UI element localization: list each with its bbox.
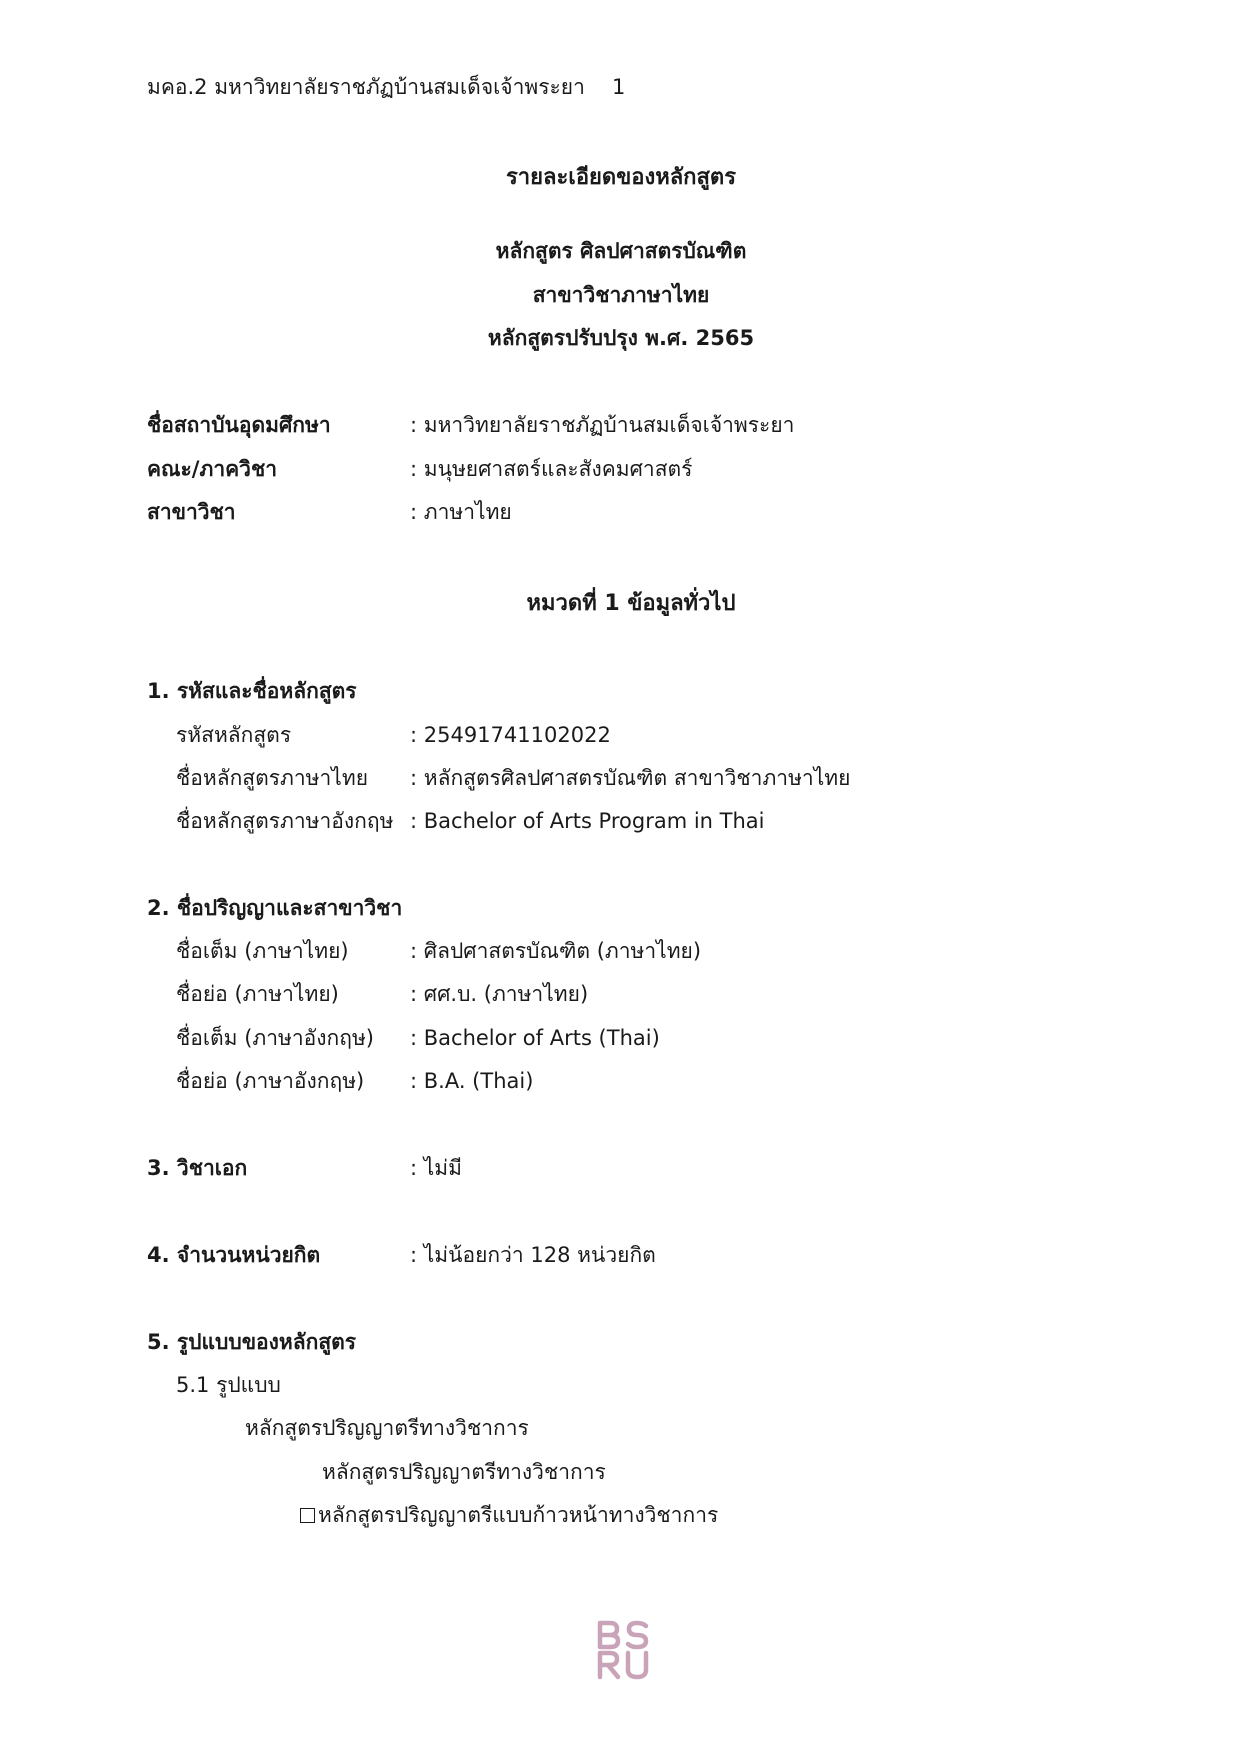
section3-heading: 3. วิชาเอก <box>147 1156 248 1180</box>
program-name-en-value: : Bachelor of Arts Program in Thai <box>410 809 765 833</box>
section1-heading: 1. รหัสและชื่อหลักสูตร <box>147 679 357 703</box>
major-value: : ภาษาไทย <box>410 500 512 524</box>
program-title: หลักสูตร ศิลปศาสตรบัณฑิต <box>495 239 747 263</box>
format-option-advanced-label: หลักสูตรปริญญาตรีแบบก้าวหน้าทางวิชาการ <box>318 1503 719 1527</box>
section5-heading: 5. รูปแบบของหลักสูตร <box>147 1330 357 1354</box>
institution-value: : มหาวิทยาลัยราชภัฏบ้านสมเด็จเจ้าพระยา <box>410 413 795 437</box>
program-name-th-value: : หลักสูตรศิลปศาสตรบัณฑิต สาขาวิชาภาษาไทย <box>410 766 851 790</box>
major-title: สาขาวิชาภาษาไทย <box>532 283 710 307</box>
doc-header <box>147 77 585 98</box>
institution-label: ชื่อสถาบันอุดมศึกษา <box>147 413 331 437</box>
checkbox-icon <box>300 1508 315 1523</box>
degree-short-th-label: ชื่อย่อ (ภาษาไทย) <box>176 982 339 1006</box>
bsru-watermark-logo <box>596 1620 652 1680</box>
section3-value: : ไม่มี <box>410 1156 462 1180</box>
program-name-th-label: ชื่อหลักสูตรภาษาไทย <box>176 766 369 790</box>
degree-full-th-label: ชื่อเต็ม (ภาษาไทย) <box>176 939 349 963</box>
degree-full-en-label: ชื่อเต็ม (ภาษาอังกฤษ) <box>176 1026 374 1050</box>
section4-value: : ไม่น้อยกว่า 128 หน่วยกิต <box>410 1243 656 1267</box>
degree-short-en-label: ชื่อย่อ (ภาษาอังกฤษ) <box>176 1069 365 1093</box>
degree-short-en-value: : B.A. (Thai) <box>410 1069 534 1093</box>
section2-heading: 2. ชื่อปริญญาและสาขาวิชา <box>147 896 403 920</box>
format-option-academic: หลักสูตรปริญญาตรีทางวิชาการ <box>322 1460 606 1484</box>
degree-full-en-value: : Bachelor of Arts (Thai) <box>410 1026 660 1050</box>
degree-full-th-value: : ศิลปศาสตรบัณฑิต (ภาษาไทย) <box>410 939 702 963</box>
degree-short-th-value: : ศศ.บ. (ภาษาไทย) <box>410 982 589 1006</box>
document-title: รายละเอียดของหลักสูตร <box>505 165 737 190</box>
program-code-label: รหัสหลักสูตร <box>176 723 292 747</box>
section5-1-heading: 5.1 รูปแบบ <box>176 1373 281 1397</box>
revision-title: หลักสูตรปรับปรุง พ.ศ. 2565 <box>487 326 755 350</box>
format-level1: หลักสูตรปริญญาตรีทางวิชาการ <box>245 1416 529 1440</box>
faculty-value: : มนุษยศาสตร์และสังคมศาสตร์ <box>410 457 693 481</box>
page-number: 1 <box>612 75 626 99</box>
format-option-advanced <box>300 1505 718 1526</box>
major-label: สาขาวิชา <box>147 500 236 524</box>
section4-heading: 4. จำนวนหน่วยกิต <box>147 1243 321 1267</box>
program-code-value: : 25491741102022 <box>410 723 611 747</box>
faculty-label: คณะ/ภาควิชา <box>147 457 277 481</box>
chapter-title: หมวดที่ 1 ข้อมูลทั่วไป <box>526 591 736 616</box>
program-name-en-label: ชื่อหลักสูตรภาษาอังกฤษ <box>176 809 394 833</box>
doc-code: มคอ.2 มหาวิทยาลัยราชภัฏบ้านสมเด็จเจ้าพระยา <box>147 75 585 99</box>
